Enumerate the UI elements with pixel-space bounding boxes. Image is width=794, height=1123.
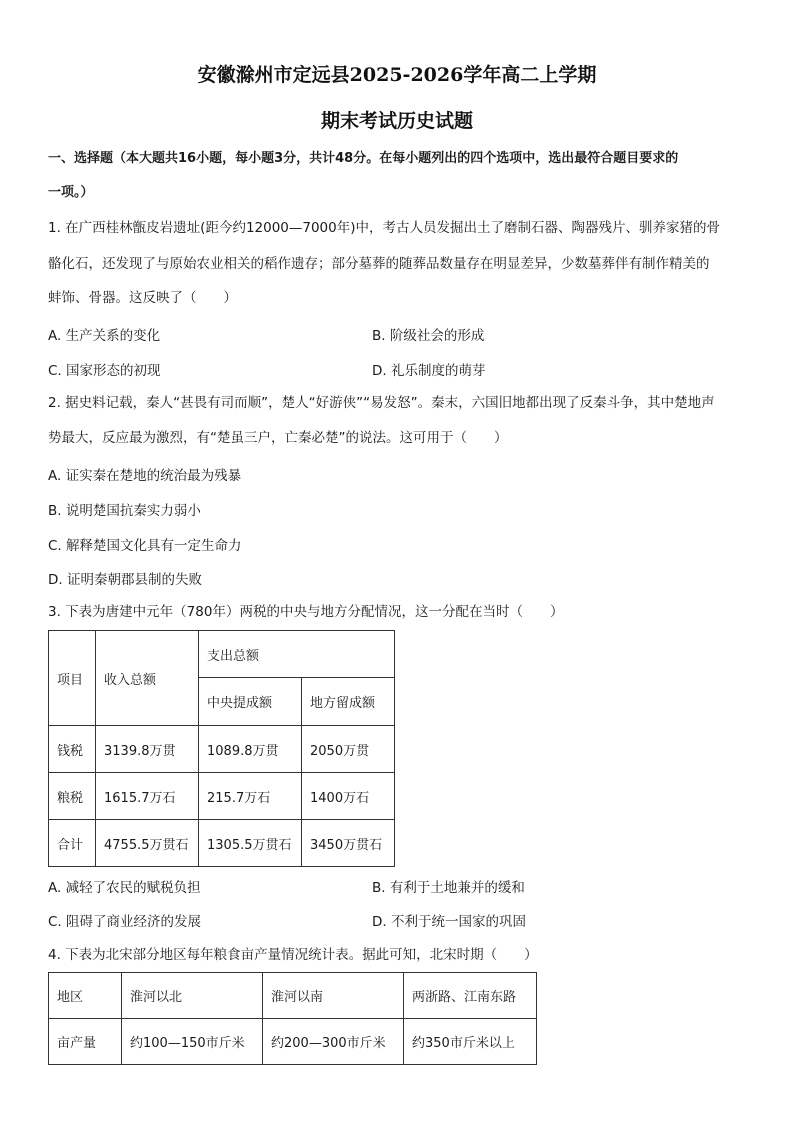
q1-option-c: C. 国家形态的初现	[48, 363, 161, 379]
q1-stem-line3: 蚌饰、骨器。这反映了（ ）	[48, 290, 237, 306]
q2-option-c: C. 解释楚国文化具有一定生命力	[48, 538, 242, 554]
q1-option-d: D. 礼乐制度的萌芽	[372, 363, 486, 379]
q2-stem-line2: 势最大，反应最为激烈，有“楚虽三户，亡秦必楚”的说法。这可用于（ ）	[48, 430, 508, 446]
q3-option-c: C. 阻碍了商业经济的发展	[48, 914, 202, 930]
q4-stem-line1: 4. 下表为北宋部分地区每年粮食亩产量情况统计表。据此可知，北宋时期（ ）	[48, 947, 538, 963]
q3-option-a: A. 减轻了农民的赋税负担	[48, 880, 201, 896]
table-row	[49, 820, 395, 867]
table-cell: 亩产量	[49, 1019, 122, 1065]
table-row	[49, 973, 537, 1019]
table-cell: 2050万贯	[302, 726, 395, 773]
exam-title-line1: 安徽滁州市定远县2025-2026学年高二上学期	[197, 64, 597, 86]
table-cell: 地区	[49, 973, 122, 1019]
table-row	[49, 773, 395, 820]
q2-option-d: D. 证明秦朝郡县制的失败	[48, 572, 202, 588]
table-cell: 合计	[49, 820, 96, 867]
q2-stem-line1: 2. 据史料记载，秦人“甚畏有司而顺”，楚人“好游侠”“易发怒”。秦末，六国旧地都出现了反秦斗争，其中楚地声	[48, 395, 715, 411]
table-cell: 两浙路、江南东路	[404, 973, 537, 1019]
table-header-central: 中央提成额	[199, 678, 302, 726]
q2-option-a: A. 证实秦在楚地的统治最为残暴	[48, 468, 242, 484]
table-cell: 3139.8万贯	[96, 726, 199, 773]
table-cell: 3450万贯石	[302, 820, 395, 867]
section-instructions-line1: 一、选择题（本大题共16小题，每小题3分，共计48分。在每小题列出的四个选项中，选出最符合题目要求的	[48, 151, 679, 166]
table-cell: 约200—300市斤米	[263, 1019, 404, 1065]
table-cell: 粮税	[49, 773, 96, 820]
table-header-expense: 支出总额	[199, 631, 395, 678]
q3-option-d: D. 不利于统一国家的巩固	[372, 914, 526, 930]
table-cell: 215.7万石	[199, 773, 302, 820]
table-header-local: 地方留成额	[302, 678, 395, 726]
q1-stem-line1: 1. 在广西桂林甑皮岩遗址(距今约12000—7000年)中，考古人员发掘出土了磨制石器、陶器残片、驯养家猪的骨	[48, 220, 721, 236]
table-cell: 1615.7万石	[96, 773, 199, 820]
table-cell: 4755.5万贯石	[96, 820, 199, 867]
table-row	[49, 726, 395, 773]
table-cell: 约350市斤米以上	[404, 1019, 537, 1065]
table-row	[49, 1019, 537, 1065]
table-cell: 约100—150市斤米	[122, 1019, 263, 1065]
exam-title-line2: 期末考试历史试题	[320, 110, 473, 132]
table-cell: 淮河以南	[263, 973, 404, 1019]
q2-option-b: B. 说明楚国抗秦实力弱小	[48, 503, 201, 519]
table-cell: 钱税	[49, 726, 96, 773]
table-cell: 1305.5万贯石	[199, 820, 302, 867]
table-header-item: 项目	[49, 631, 96, 726]
q3-option-b: B. 有利于土地兼并的缓和	[372, 880, 525, 896]
table-cell: 淮河以北	[122, 973, 263, 1019]
table-cell: 1089.8万贯	[199, 726, 302, 773]
table-cell: 1400万石	[302, 773, 395, 820]
table-header-income: 收入总额	[96, 631, 199, 726]
q4-yield-table	[48, 972, 537, 1065]
q1-stem-line2: 骼化石，还发现了与原始农业相关的稻作遗存；部分墓葬的随葬品数量存在明显差异，少数墓葬伴有制作精美的	[48, 256, 710, 272]
q3-stem-line1: 3. 下表为唐建中元年（780年）两税的中央与地方分配情况，这一分配在当时（ ）	[48, 604, 564, 620]
q3-tax-table	[48, 630, 395, 867]
q1-option-a: A. 生产关系的变化	[48, 328, 161, 344]
q1-option-b: B. 阶级社会的形成	[372, 328, 485, 344]
section-instructions-line2: 一项。）	[48, 185, 94, 200]
